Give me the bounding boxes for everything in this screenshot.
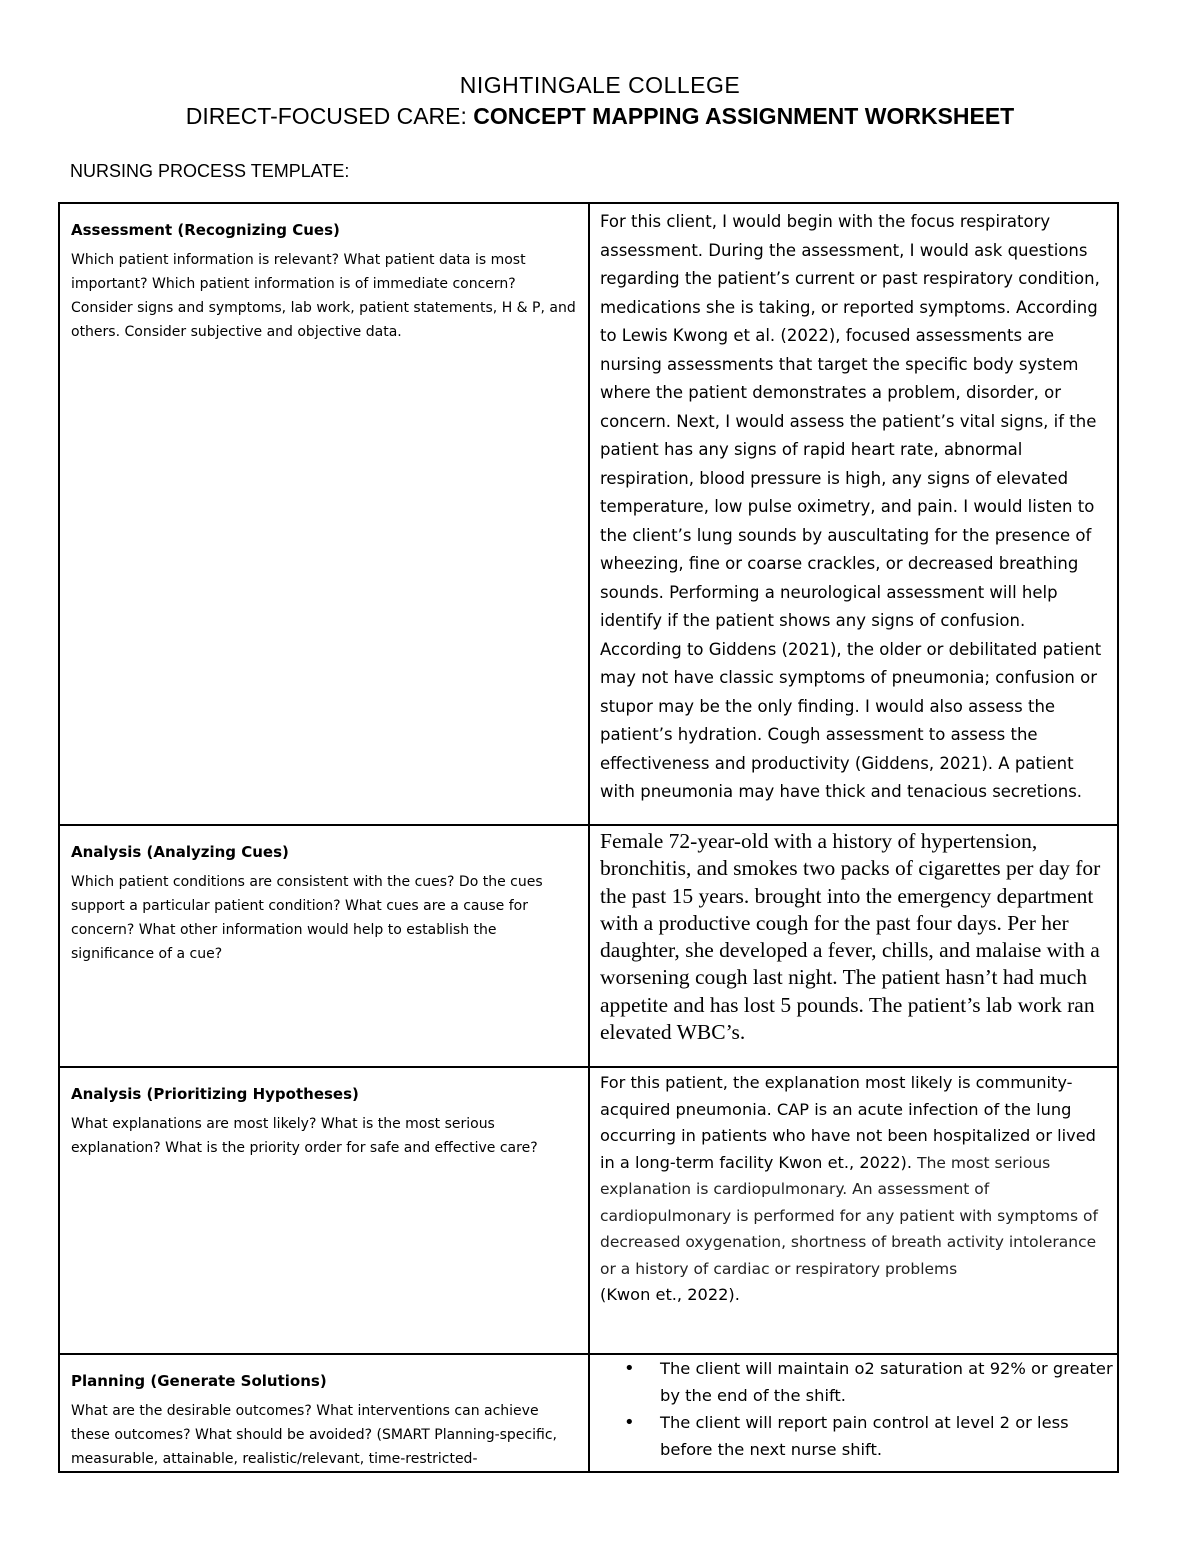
- response-cell: [589, 1354, 1118, 1472]
- response-part-1: For this patient, the explanation most likely is community-acquired pneumonia. CAP is an acute infection of the lung occurring in patients who have not been hospitalized or lived in a long-term facility Kwon et., 2022).: [600, 1073, 1096, 1172]
- row-heading: Planning (Generate Solutions): [71, 1372, 327, 1390]
- worksheet-title-prefix: DIRECT-FOCUSED CARE:: [185, 103, 474, 129]
- template-label: NURSING PROCESS TEMPLATE:: [70, 161, 350, 181]
- row-prompt: What explanations are most likely? What is the most serious explanation? What is the priority order for safe and effective care?: [71, 1116, 538, 1156]
- response-cell: [589, 825, 1118, 1067]
- row-response: For this client, I would begin with the focus respiratory assessment. During the assessment, I would ask questions regarding the patient’s current or past respiratory condition, medications she is taking, or reported symptoms. According to Lewis Kwong et al. (2022), focused assessments are nursing assessments that target the specific body system where the patient demonstrates a problem, disorder, or concern. Next, I would assess the patient’s vital signs, if the patient has any signs of rapid heart rate, abnormal respiration, blood pressure is high, any signs of elevated temperature, low pulse oximetry, and pain. I would listen to the client’s lung sounds by auscultating for the presence of wheezing, fine or coarse crackles, or decreased breathing sounds. Performing a neurological assessment will help identify if the patient shows any signs of confusion. According to Giddens (2021), the older or debilitated patient may not have classic symptoms of pneumonia; confusion or stupor may be the only finding. I would also assess the patient’s hydration. Cough assessment to assess the effectiveness and productivity (Giddens, 2021). A patient with pneumonia may have thick and tenacious secretions.: [600, 212, 1102, 801]
- prompt-cell: [59, 825, 589, 1067]
- table-row: [59, 825, 1118, 1067]
- row-response: Female 72-year-old with a history of hypertension, bronchitis, and smokes two packs of cigarettes per day for the past 15 years. brought into the emergency department with a productive cough for the past four days. Per her daughter, she developed a fever, chills, and malaise with a worsening cough last night. The patient hasn’t had much appetite and has lost 5 pounds. The patient’s lab work ran elevated WBC’s.: [600, 829, 1101, 1045]
- worksheet-title: [0, 101, 1200, 131]
- college-name: NIGHTINGALE COLLEGE: [459, 72, 741, 98]
- response-cell: [589, 203, 1118, 825]
- prompt-cell: [59, 1067, 589, 1354]
- response-part-2: The most serious explanation is cardiopulmonary. An assessment of cardiopulmonary is performed for any patient with symptoms of decreased oxygenation, shortness of breath activity intolerance or a history of cardiac or respiratory problems: [600, 1153, 1098, 1278]
- outcome-list: [590, 1355, 1117, 1463]
- prompt-cell: [59, 203, 589, 825]
- row-response: [590, 1068, 1117, 1309]
- table-row: [59, 203, 1118, 825]
- table-row: [59, 1354, 1118, 1472]
- nursing-process-table: [58, 202, 1119, 1473]
- list-item: • The client will report pain control at level 2 or less before the next nurse shift.: [660, 1409, 1117, 1463]
- response-cell: [589, 1067, 1118, 1354]
- response-part-3: (Kwon et., 2022).: [600, 1285, 740, 1304]
- row-heading: Analysis (Analyzing Cues): [71, 843, 289, 861]
- table-row: [59, 1067, 1118, 1354]
- row-prompt: Which patient conditions are consistent with the cues? Do the cues support a particular patient condition? What cues are a cause for concern? What other information would help to establish the significance of a cue?: [71, 874, 543, 962]
- prompt-cell: [59, 1354, 589, 1472]
- row-prompt: What are the desirable outcomes? What interventions can achieve these outcomes? What should be avoided? (SMART Planning-specific, measurable, attainable, realistic/relevant, time-restricted-: [71, 1403, 557, 1467]
- row-heading: Assessment (Recognizing Cues): [71, 221, 340, 239]
- document-header: [0, 70, 1200, 131]
- worksheet-title-bold: CONCEPT MAPPING ASSIGNMENT WORKSHEET: [473, 103, 1015, 129]
- row-prompt: Which patient information is relevant? What patient data is most important? Which patient information is of immediate concern? Consider signs and symptoms, lab work, patient statements, H & P, and others. Consider subjective and objective data.: [71, 252, 576, 340]
- row-heading: Analysis (Prioritizing Hypotheses): [71, 1085, 359, 1103]
- list-item: • The client will maintain o2 saturation at 92% or greater by the end of the shift.: [660, 1355, 1117, 1409]
